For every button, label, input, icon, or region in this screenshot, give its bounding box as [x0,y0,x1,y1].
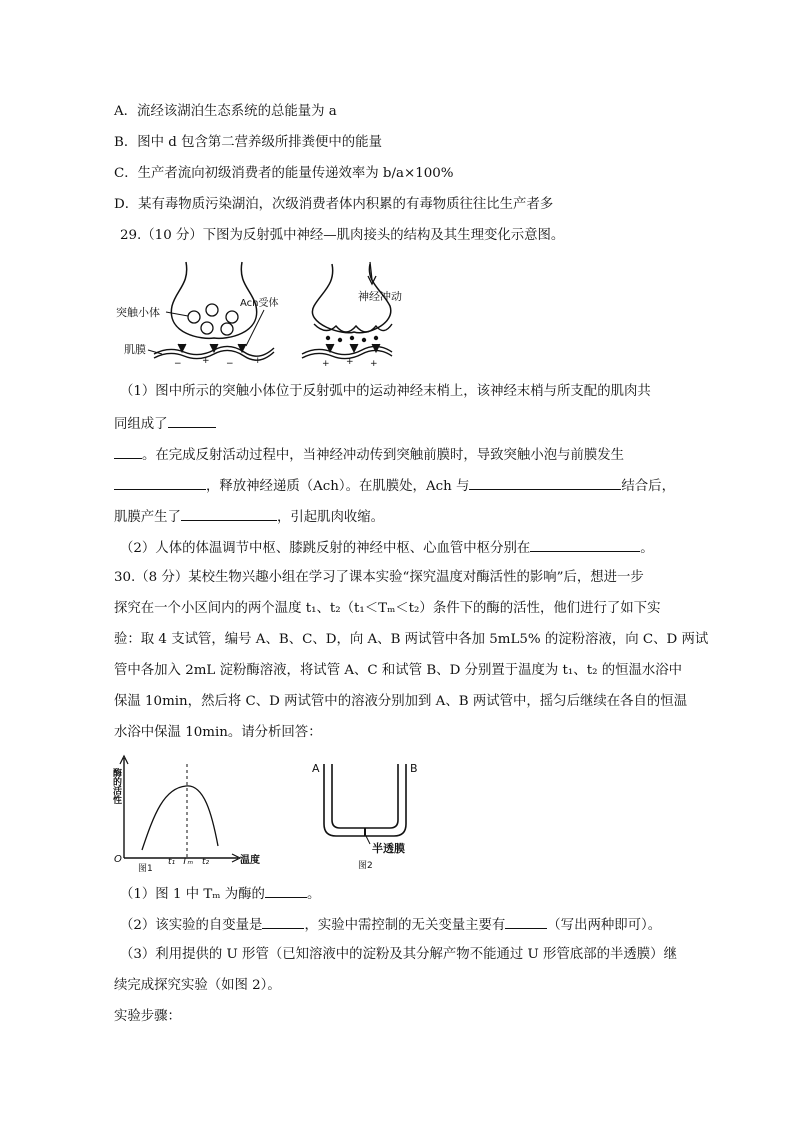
q30-steps: 实验步骤： [114,1009,181,1024]
q29-p1-c: 。在完成反射活动过程中，当神经冲动传到突触前膜时，导致突触小泡与前膜发生 [114,444,624,466]
fig1-tick-t1: t₁ [168,857,176,867]
fig1-caption: 图1 [138,864,153,874]
fig2-label-b: B [410,762,418,775]
svg-text:+: + [346,357,354,367]
q30-line-4: 管中各加入 2mL 淀粉酶溶液，将试管 A、C 和试管 B、D 分别置于温度为 t₁、t₂ 的恒温水浴中 [114,663,683,678]
q30-s1: （1）图 1 中 Tₘ 为酶的 。 [120,883,320,905]
synapse-figure [114,262,404,370]
svg-text:−: − [174,359,182,369]
svg-text:−: − [226,359,234,369]
q30-line-2: 探究在一个小区间内的两个温度 t₁、t₂（t₁＜Tₘ＜t₂）条件下的酶的活性，他们进行了如下实 [114,601,661,616]
q29-p1-e: 肌膜产生了 ，引起肌肉收缩。 [114,506,384,528]
q30-line-3: 验：取 4 支试管，编号 A、B、C、D，向 A、B 两试管中各加 5mL5% 的淀粉溶液，向 C、D 两试 [114,632,709,647]
svg-text:+: + [370,359,378,369]
q30-s3-b: 续完成探究实验（如图 2）。 [114,978,281,993]
svg-text:+: + [202,356,210,366]
fig1-ylabel: 酶的活性 [111,768,121,804]
activity-curve [142,786,218,850]
fig2-label-a: A [312,762,320,775]
q29-p1-a: （1）图中所示的突触小体位于反射弧中的运动神经末梢上，该神经末梢与所支配的肌肉共 [120,384,651,399]
option-c: C．生产者流向初级消费者的能量传递效率为 b/a×100% [114,166,454,181]
fig1-origin: O [114,854,122,865]
fig1-tick-tm: Tₘ [182,857,194,867]
q29-p1-d: ，释放神经递质（Ach）。在肌膜处，Ach 与 结合后， [114,475,675,497]
q30-s3-a: （3）利用提供的 U 形管（已知溶液中的淀粉及其分解产物不能通过 U 形管底部的半透膜）继 [120,947,677,962]
label-membrane: 肌膜 [124,343,146,356]
option-a: A．流经该湖泊生态系统的总能量为 a [114,104,337,119]
fig2-membrane: 半透膜 [372,842,405,855]
q29-p2: （2）人体的体温调节中枢、膝跳反射的神经中枢、心血管中枢分别在 。 [120,537,654,559]
q30-line-5: 保温 10min，然后将 C、D 两试管中的溶液分别加到 A、B 两试管中，摇匀后继续在各自的恒温 [114,694,688,709]
svg-text:+: + [322,359,330,369]
option-d: D．某有毒物质污染湖泊，次级消费者体内积累的有毒物质往往比生产者多 [114,197,554,212]
label-vesicle: 突触小体 [116,306,160,319]
q30-line-6: 水浴中保温 10min。请分析回答： [114,725,322,740]
figure-2-u-tube [310,756,450,876]
option-b: B．图中 d 包含第二营养级所排粪便中的能量 [114,135,382,150]
q30-s2: （2）该实验的自变量是 ，实验中需控制的无关变量主要有 （写出两种即可）。 [120,914,661,936]
label-impulse: 神经冲动 [358,290,402,303]
q29-p1-b: 同组成了 [114,413,216,435]
q30-line-1: 30.（8 分）某校生物兴趣小组在学习了课本实验“探究温度对酶活性的影响”后，想进一步 [114,570,644,585]
svg-text:+: + [254,356,262,366]
label-receptor: Ach受体 [240,298,279,309]
q29-title: 29.（10 分）下图为反射弧中神经—肌肉接头的结构及其生理变化示意图。 [120,228,565,243]
fig1-tick-t2: t₂ [202,857,210,867]
fig1-xlabel: 温度 [240,855,260,866]
fig2-caption: 图2 [358,861,373,871]
figure-1-enzyme-curve [111,754,274,874]
